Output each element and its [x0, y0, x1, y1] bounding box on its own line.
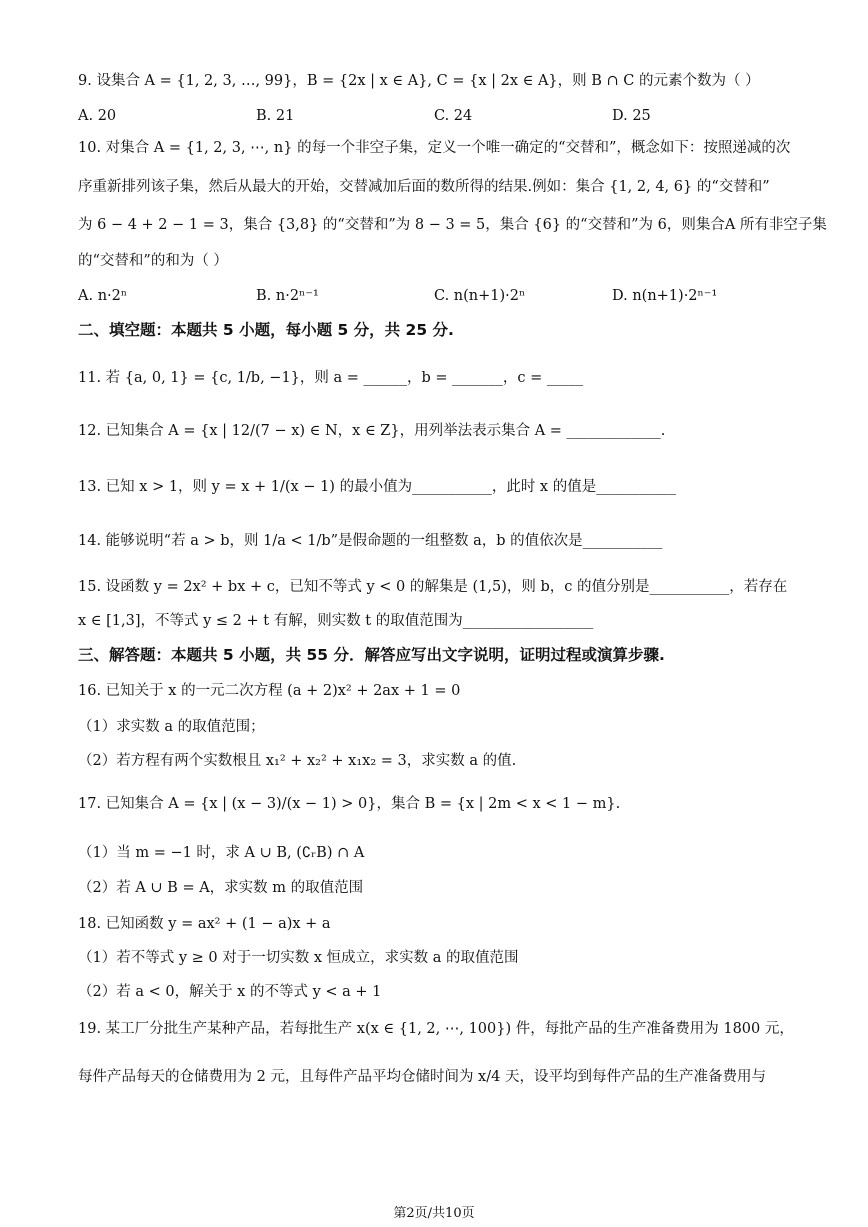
q9-option-a: A. 20 — [78, 108, 117, 124]
q16-part2: （2）若方程有两个实数根且 x₁² + x₂² + x₁x₂ = 3，求实数 a 的值. — [78, 753, 517, 769]
q9-stem: 9. 设集合 A = {1, 2, 3, …, 99}，B = {2x | x ∈ A}, C = {x | 2x ∈ A}，则 B ∩ C 的元素个数为（ ） — [78, 73, 760, 89]
q9-option-b: B. 21 — [256, 108, 295, 124]
q17-part2: （2）若 A ∪ B = A，求实数 m 的取值范围 — [78, 880, 364, 896]
q19-line1: 19. 某工厂分批生产某种产品，若每批生产 x(x ∈ {1, 2, ⋯, 100}) 件，每批产品的生产准备费用为 1800 元， — [78, 1021, 794, 1037]
q9-option-c: C. 24 — [434, 108, 473, 124]
q11: 11. 若 {a, 0, 1} = {c, 1/b, −1}，则 a = ______，b = _______，c = _____ — [78, 370, 584, 386]
q13: 13. 已知 x > 1，则 y = x + 1/(x − 1) 的最小值为___________，此时 x 的值是___________ — [78, 479, 676, 495]
section3-heading: 三、解答题：本题共 5 小题，共 55 分．解答应写出文字说明，证明过程或演算步骤. — [78, 646, 665, 664]
q9-option-d: D. 25 — [612, 108, 651, 124]
q10-option-b: B. n·2ⁿ⁻¹ — [256, 288, 319, 304]
q18-part1: （1）若不等式 y ≥ 0 对于一切实数 x 恒成立，求实数 a 的取值范围 — [78, 950, 519, 966]
q10-option-d: D. n(n+1)·2ⁿ⁻¹ — [612, 288, 718, 304]
q16-part1: （1）求实数 a 的取值范围； — [78, 719, 265, 735]
page-footer: 第2页/共10页 — [393, 1206, 475, 1221]
q10-line4: 的“交替和”的和为（ ） — [78, 253, 228, 269]
q15-line2: x ∈ [1,3]，不等式 y ≤ 2 + t 有解，则实数 t 的取值范围为__________________ — [78, 613, 594, 629]
section2-heading: 二、填空题：本题共 5 小题，每小题 5 分，共 25 分. — [78, 321, 454, 339]
q14: 14. 能够说明“若 a > b，则 1/a < 1/b”是假命题的一组整数 a，b 的值依次是___________ — [78, 533, 663, 549]
q17-part1: （1）当 m = −1 时，求 A ∪ B, (∁ᵣB) ∩ A — [78, 845, 365, 861]
q10-option-c: C. n(n+1)·2ⁿ — [434, 288, 526, 304]
q17-stem: 17. 已知集合 A = {x | (x − 3)/(x − 1) > 0}，集合 B = {x | 2m < x < 1 − m}. — [78, 796, 621, 812]
q16-stem: 16. 已知关于 x 的一元二次方程 (a + 2)x² + 2ax + 1 = 0 — [78, 683, 461, 699]
q9-options — [78, 105, 798, 127]
q10-options — [78, 285, 798, 307]
q19-line2: 每件产品每天的仓储费用为 2 元，且每件产品平均仓储时间为 x/4 天，设平均到每件产品的生产准备费用与 — [78, 1069, 766, 1085]
q18-stem: 18. 已知函数 y = ax² + (1 − a)x + a — [78, 916, 331, 932]
q15-line1: 15. 设函数 y = 2x² + bx + c，已知不等式 y < 0 的解集是 (1,5)，则 b，c 的值分别是___________，若存在 — [78, 579, 788, 595]
q10-line1: 10. 对集合 A = {1, 2, 3, ⋯, n} 的每一个非空子集，定义一个唯一确定的“交替和”，概念如下：按照递减的次 — [78, 140, 791, 156]
q10-line3: 为 6 − 4 + 2 − 1 = 3，集合 {3,8} 的“交替和”为 8 − 3 = 5，集合 {6} 的“交替和”为 6，则集合A 所有非空子集 — [78, 217, 827, 233]
q10-line2: 序重新排列该子集，然后从最大的开始，交替减加后面的数所得的结果.例如：集合 {1, 2, 4, 6} 的“交替和” — [78, 179, 770, 195]
q10-option-a: A. n·2ⁿ — [78, 288, 128, 304]
q12: 12. 已知集合 A = {x | 12/(7 − x) ∈ N，x ∈ Z}，用列举法表示集合 A = _____________. — [78, 423, 666, 439]
q18-part2: （2）若 a < 0，解关于 x 的不等式 y < a + 1 — [78, 984, 382, 1000]
